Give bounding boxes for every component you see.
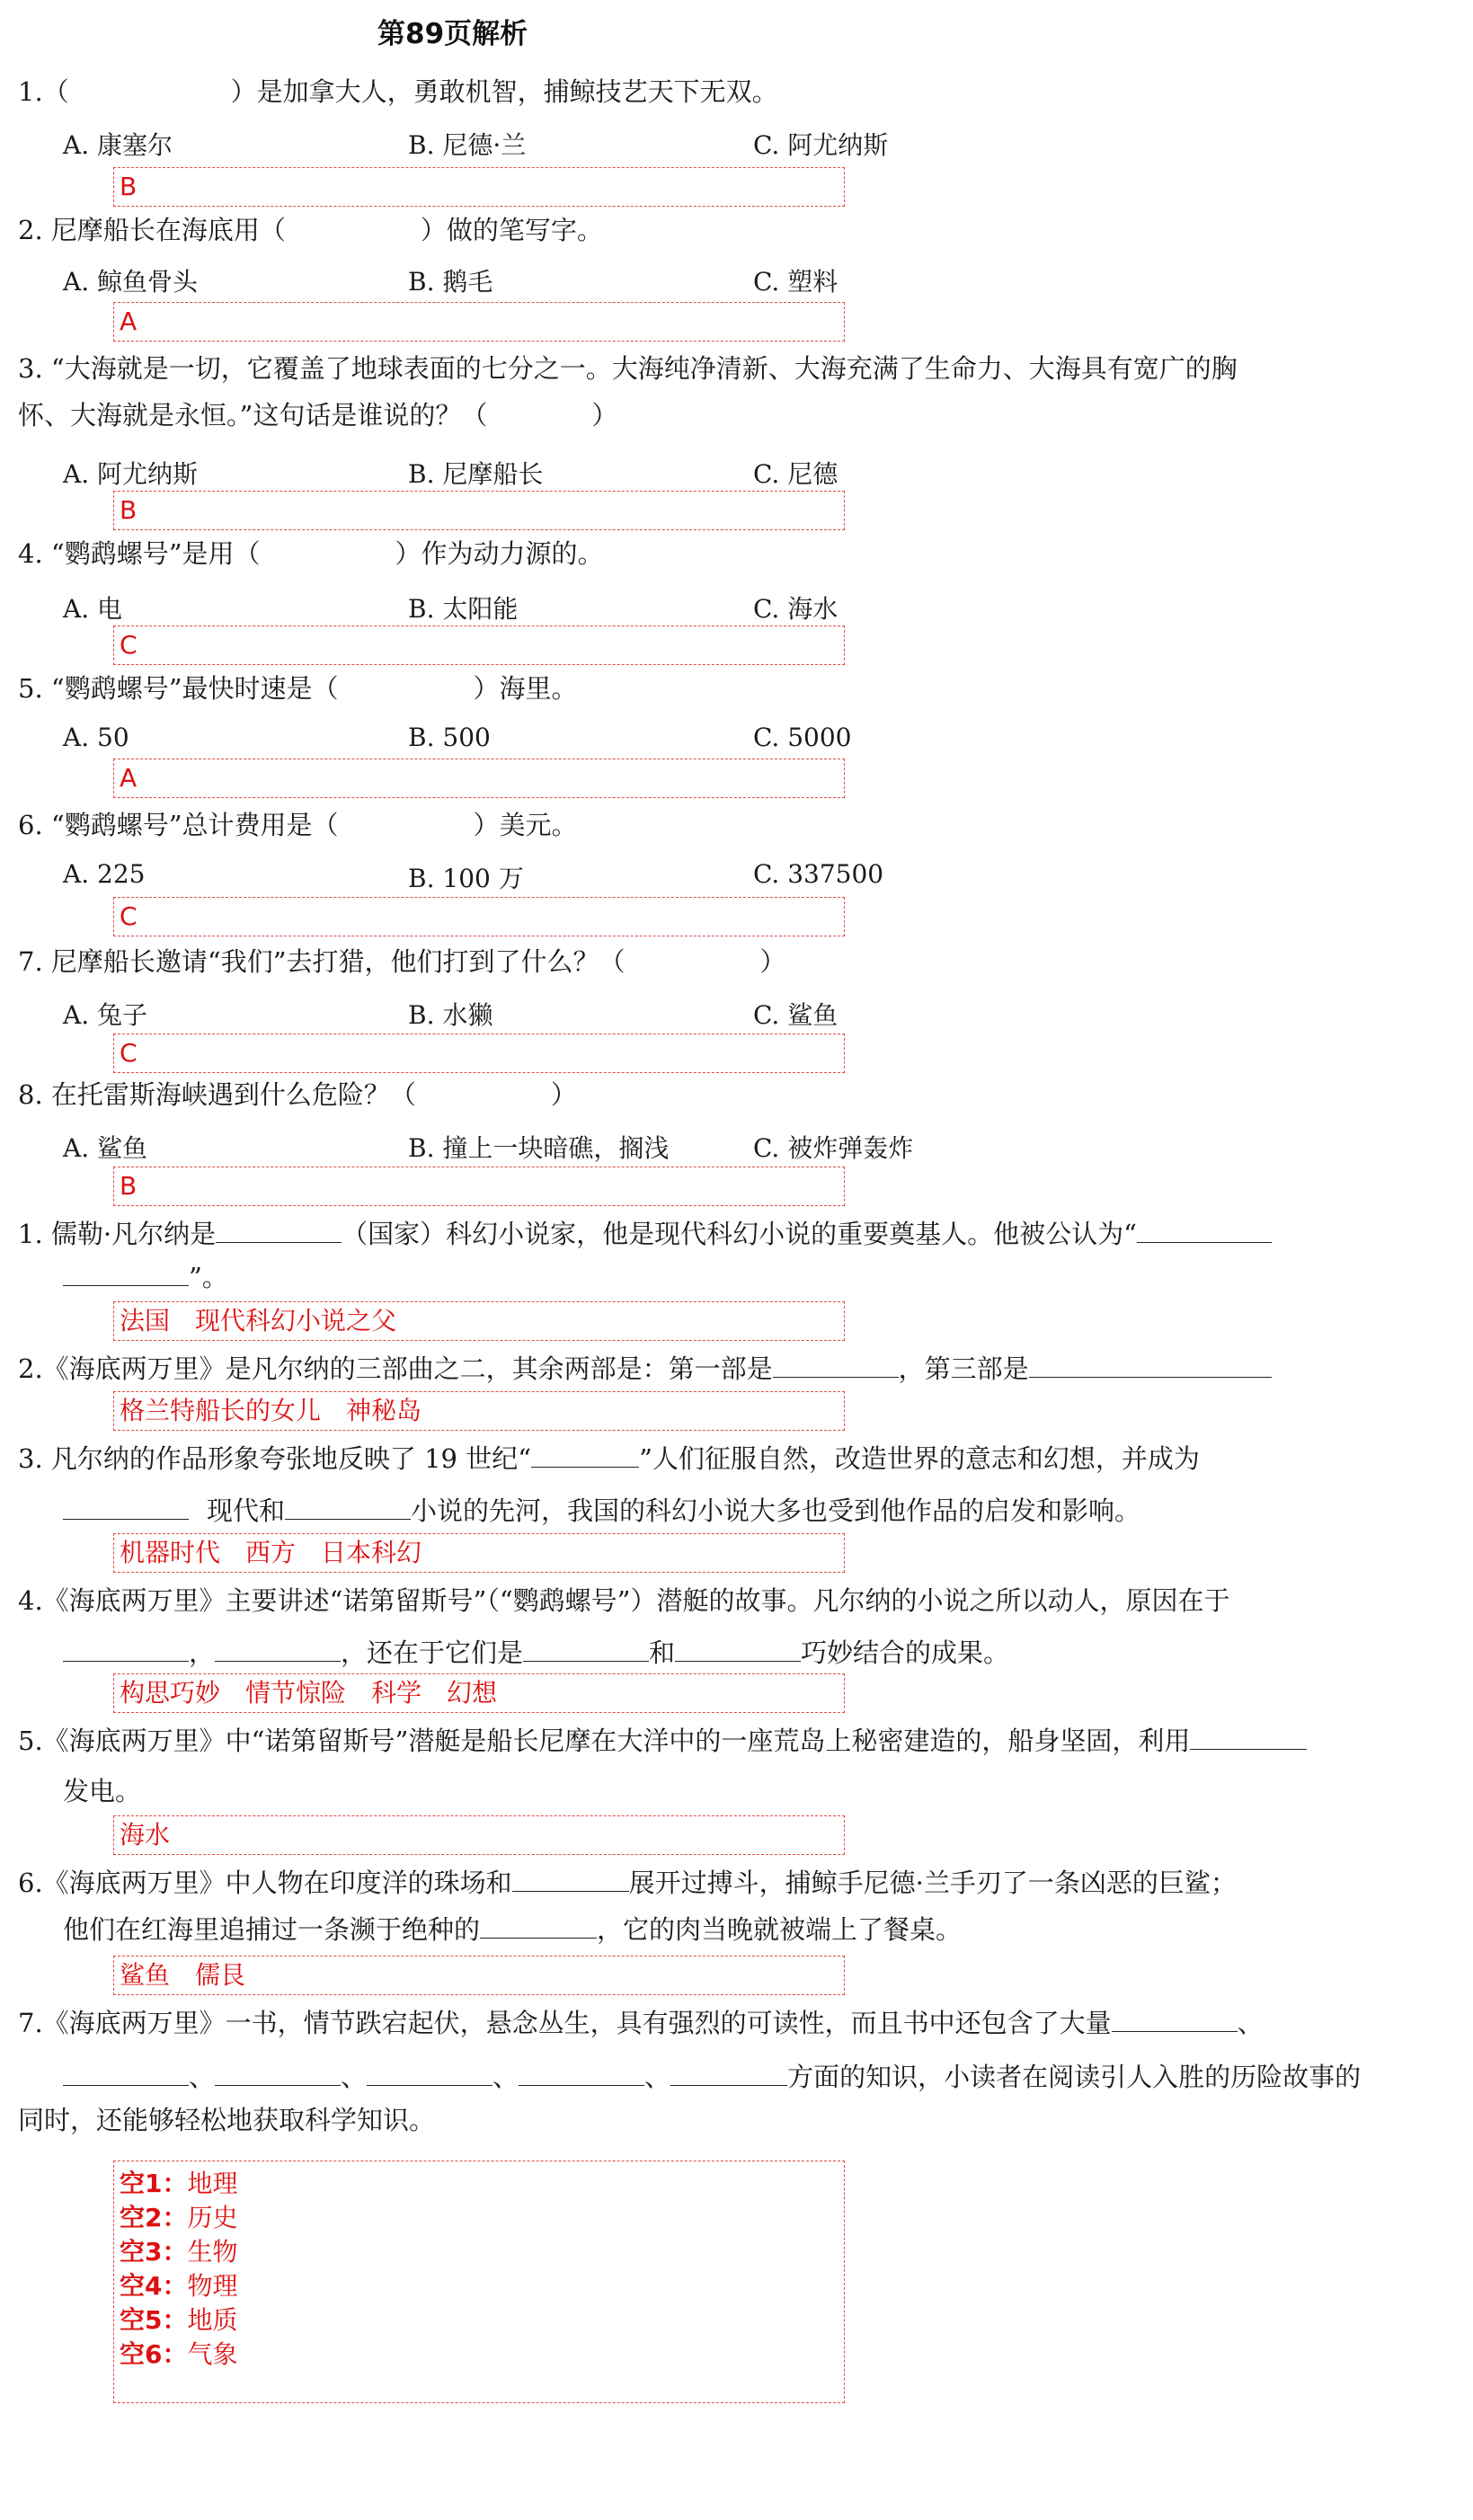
fill-question-4-line-2 bbox=[63, 1627, 1009, 1679]
question-text: 5.《海底两万里》中“诺第留斯号”潜艇是船长尼摩在大洋中的一座荒岛上秘密建造的，船身坚固，利用 bbox=[18, 1726, 1191, 1756]
blank-line bbox=[1190, 1722, 1307, 1750]
blank-line bbox=[480, 1911, 597, 1939]
fill-answer-box-5: 海水 bbox=[113, 1815, 845, 1855]
fill-question-2 bbox=[18, 1343, 1272, 1395]
question-text: ）作为动力源的。 bbox=[395, 538, 604, 569]
fill-question-5-line-1 bbox=[18, 1715, 1307, 1767]
fill-question-1-line-2 bbox=[63, 1251, 228, 1303]
option-c: C. 被炸弹轰炸 bbox=[753, 1133, 914, 1163]
question-text: 、 bbox=[492, 2062, 519, 2092]
option-a: A. 阿尤纳斯 bbox=[63, 459, 199, 489]
blank-line bbox=[285, 1492, 411, 1520]
option-c: C. 塑料 bbox=[753, 267, 839, 297]
blank-line bbox=[675, 1634, 801, 1662]
blank-line bbox=[215, 2058, 341, 2086]
question-text: ）海里。 bbox=[473, 673, 578, 704]
fill-question-3-line-1 bbox=[18, 1433, 1200, 1485]
fill-question-4-line-1: 4.《海底两万里》主要讲述“诺第留斯号”（“鹦鹉螺号”）潜艇的故事。凡尔纳的小说之所以动人，原因在于 bbox=[18, 1585, 1230, 1616]
option-b: B. 撞上一块暗礁，搁浅 bbox=[408, 1133, 670, 1163]
option-b: B. 鹅毛 bbox=[408, 267, 493, 297]
question-text: 1. 儒勒·凡尔纳是 bbox=[18, 1219, 217, 1249]
fill-answer-box-6: 鲨鱼 儒艮 bbox=[113, 1956, 845, 1995]
blank-line bbox=[215, 1634, 341, 1662]
option-a: A. 鲨鱼 bbox=[63, 1133, 148, 1163]
question-text: 方面的知识，小读者在阅读引人入胜的历险故事的 bbox=[787, 2062, 1362, 2092]
answer-box-8: B bbox=[113, 1167, 845, 1206]
fill-answer-box-7 bbox=[113, 2161, 845, 2403]
fill-question-7-line-3: 同时，还能够轻松地获取科学知识。 bbox=[18, 2105, 436, 2135]
fill-question-6-line-1 bbox=[18, 1857, 1237, 1909]
question-text: 他们在红海里追捕过一条濒于绝种的 bbox=[63, 1914, 481, 1945]
question-text: 展开过搏斗，捕鲸手尼德·兰手刃了一条凶恶的巨鲨； bbox=[628, 1868, 1237, 1898]
option-b: B. 100 万 bbox=[408, 864, 524, 893]
option-c: C. 5000 bbox=[753, 723, 852, 752]
question-text: 7.《海底两万里》一书，情节跌宕起伏，悬念丛生，具有强烈的可读性，而且书中还包含了大量 bbox=[18, 2008, 1112, 2038]
blank-line bbox=[63, 2058, 189, 2086]
blank-answer-6: 空6：气象 bbox=[120, 2339, 238, 2369]
option-a: A. 225 bbox=[63, 859, 146, 889]
question-text: ，它的肉当晚就被端上了餐桌。 bbox=[597, 1914, 963, 1945]
fill-question-5-line-2: 发电。 bbox=[63, 1776, 142, 1806]
blank-answer-5: 空5：地质 bbox=[120, 2305, 238, 2335]
option-a: A. 兔子 bbox=[63, 1000, 148, 1030]
question-text: 1.（ bbox=[18, 76, 69, 107]
answer-box-3: B bbox=[113, 491, 845, 530]
question-text: 和 bbox=[649, 1637, 676, 1668]
question-text: 2.《海底两万里》是凡尔纳的三部曲之二，其余两部是：第一部是 bbox=[18, 1353, 773, 1384]
blank-line bbox=[512, 1864, 629, 1892]
blank-line bbox=[63, 1492, 189, 1520]
mc-question-1 bbox=[18, 74, 1464, 110]
blank-line bbox=[63, 1634, 189, 1662]
question-text: 8. 在托雷斯海峡遇到什么危险？（ bbox=[18, 1079, 416, 1110]
option-b: B. 水獭 bbox=[408, 1000, 493, 1030]
blank-answer-4: 空4：物理 bbox=[120, 2271, 238, 2301]
question-text: 巧妙结合的成果。 bbox=[801, 1637, 1010, 1668]
mc-question-4 bbox=[18, 536, 1464, 572]
answer-box-4: C bbox=[113, 626, 845, 665]
page-title: 第89页解析 bbox=[377, 18, 528, 50]
question-text: 小说的先河，我国的科幻小说大多也受到他作品的启发和影响。 bbox=[411, 1495, 1141, 1526]
mc-question-2 bbox=[18, 212, 1464, 248]
mc-question-5 bbox=[18, 670, 1464, 706]
blank-line bbox=[531, 1440, 639, 1468]
blank-line bbox=[670, 2058, 787, 2086]
blank-line bbox=[1137, 1215, 1272, 1243]
option-a: A. 鲸鱼骨头 bbox=[63, 267, 199, 297]
option-c: C. 阿尤纳斯 bbox=[753, 130, 889, 160]
question-text: 5. “鹦鹉螺号”最快时速是（ bbox=[18, 673, 339, 704]
fill-answer-box-4: 构思巧妙 情节惊险 科学 幻想 bbox=[113, 1673, 845, 1713]
question-text: ，还在于它们是 bbox=[341, 1637, 524, 1668]
blank-line bbox=[1112, 2004, 1238, 2032]
option-b: B. 太阳能 bbox=[408, 594, 519, 624]
blank-line bbox=[773, 1350, 899, 1378]
question-text: ， bbox=[189, 1637, 216, 1668]
option-c: C. 海水 bbox=[753, 594, 839, 624]
question-text: 、 bbox=[189, 2062, 216, 2092]
question-text: ） bbox=[759, 946, 786, 977]
option-c: C. 尼德 bbox=[753, 459, 839, 489]
answer-box-1: B bbox=[113, 167, 845, 207]
mc-question-8 bbox=[18, 1077, 1464, 1113]
question-text: 、 bbox=[644, 2062, 671, 2092]
mc-question-7 bbox=[18, 944, 1464, 980]
blank-line bbox=[1029, 1350, 1272, 1378]
question-text: 2. 尼摩船长在海底用（ bbox=[18, 215, 286, 245]
question-text: 6.《海底两万里》中人物在印度洋的珠场和 bbox=[18, 1868, 512, 1898]
mc-question-6 bbox=[18, 807, 1464, 843]
option-b: B. 尼摩船长 bbox=[408, 459, 544, 489]
blank-answer-2: 空2：历史 bbox=[120, 2203, 238, 2232]
fill-question-7-line-1 bbox=[18, 1997, 1264, 2049]
question-text: ） bbox=[550, 1079, 577, 1110]
option-c: C. 337500 bbox=[753, 859, 884, 889]
mc-question-3-line-1: 3. “大海就是一切，它覆盖了地球表面的七分之一。大海纯净清新、大海充满了生命力、大海具有宽广的胸 bbox=[18, 353, 1238, 384]
blank-line bbox=[216, 1215, 342, 1243]
question-text: ）是加拿大人，勇敢机智，捕鲸技艺天下无双。 bbox=[230, 76, 778, 107]
option-a: A. 电 bbox=[63, 594, 123, 624]
fill-answer-box-1: 法国 现代科幻小说之父 bbox=[113, 1301, 845, 1341]
answer-box-2: A bbox=[113, 302, 845, 342]
option-b: B. 500 bbox=[408, 723, 491, 752]
answer-box-7: C bbox=[113, 1034, 845, 1073]
question-text: 6. “鹦鹉螺号”总计费用是（ bbox=[18, 810, 339, 840]
question-text: 4. “鹦鹉螺号”是用（ bbox=[18, 538, 261, 569]
blank-line bbox=[519, 2058, 644, 2086]
blank-answer-3: 空3：生物 bbox=[120, 2237, 238, 2267]
fill-answer-box-3: 机器时代 西方 日本科幻 bbox=[113, 1533, 845, 1573]
option-c: C. 鲨鱼 bbox=[753, 1000, 839, 1030]
mc-question-3-line-2: 怀、大海就是永恒。”这句话是谁说的？（ ） bbox=[18, 400, 618, 430]
answer-box-5: A bbox=[113, 759, 845, 798]
question-text: （国家）科幻小说家，他是现代科幻小说的重要奠基人。他被公认为“ bbox=[342, 1219, 1137, 1249]
blank-answer-1: 空1：地理 bbox=[120, 2169, 238, 2198]
question-text: ，第三部是 bbox=[898, 1353, 1029, 1384]
blank-line bbox=[367, 2058, 492, 2086]
question-text: 3. 凡尔纳的作品形象夸张地反映了 19 世纪“ bbox=[18, 1443, 532, 1474]
question-text: 7. 尼摩船长邀请“我们”去打猎，他们打到了什么？（ bbox=[18, 946, 626, 977]
fill-question-6-line-2 bbox=[63, 1903, 962, 1956]
fill-answer-box-2: 格兰特船长的女儿 神秘岛 bbox=[113, 1391, 845, 1431]
blank-line bbox=[523, 1634, 649, 1662]
question-text: 、 bbox=[341, 2062, 368, 2092]
fill-question-3-line-2 bbox=[63, 1485, 1140, 1537]
question-text: ”人们征服自然，改造世界的意志和幻想，并成为 bbox=[639, 1443, 1200, 1474]
question-text: ”。 bbox=[189, 1262, 228, 1292]
answer-box-6: C bbox=[113, 897, 845, 936]
blank-line bbox=[63, 1258, 189, 1286]
question-text: ）做的笔写字。 bbox=[420, 215, 603, 245]
option-a: A. 康塞尔 bbox=[63, 130, 173, 160]
option-a: A. 50 bbox=[63, 723, 129, 752]
question-text: 现代和 bbox=[207, 1495, 286, 1526]
question-text: ）美元。 bbox=[473, 810, 578, 840]
question-text: 、 bbox=[1237, 2008, 1264, 2038]
option-b: B. 尼德·兰 bbox=[408, 130, 527, 160]
